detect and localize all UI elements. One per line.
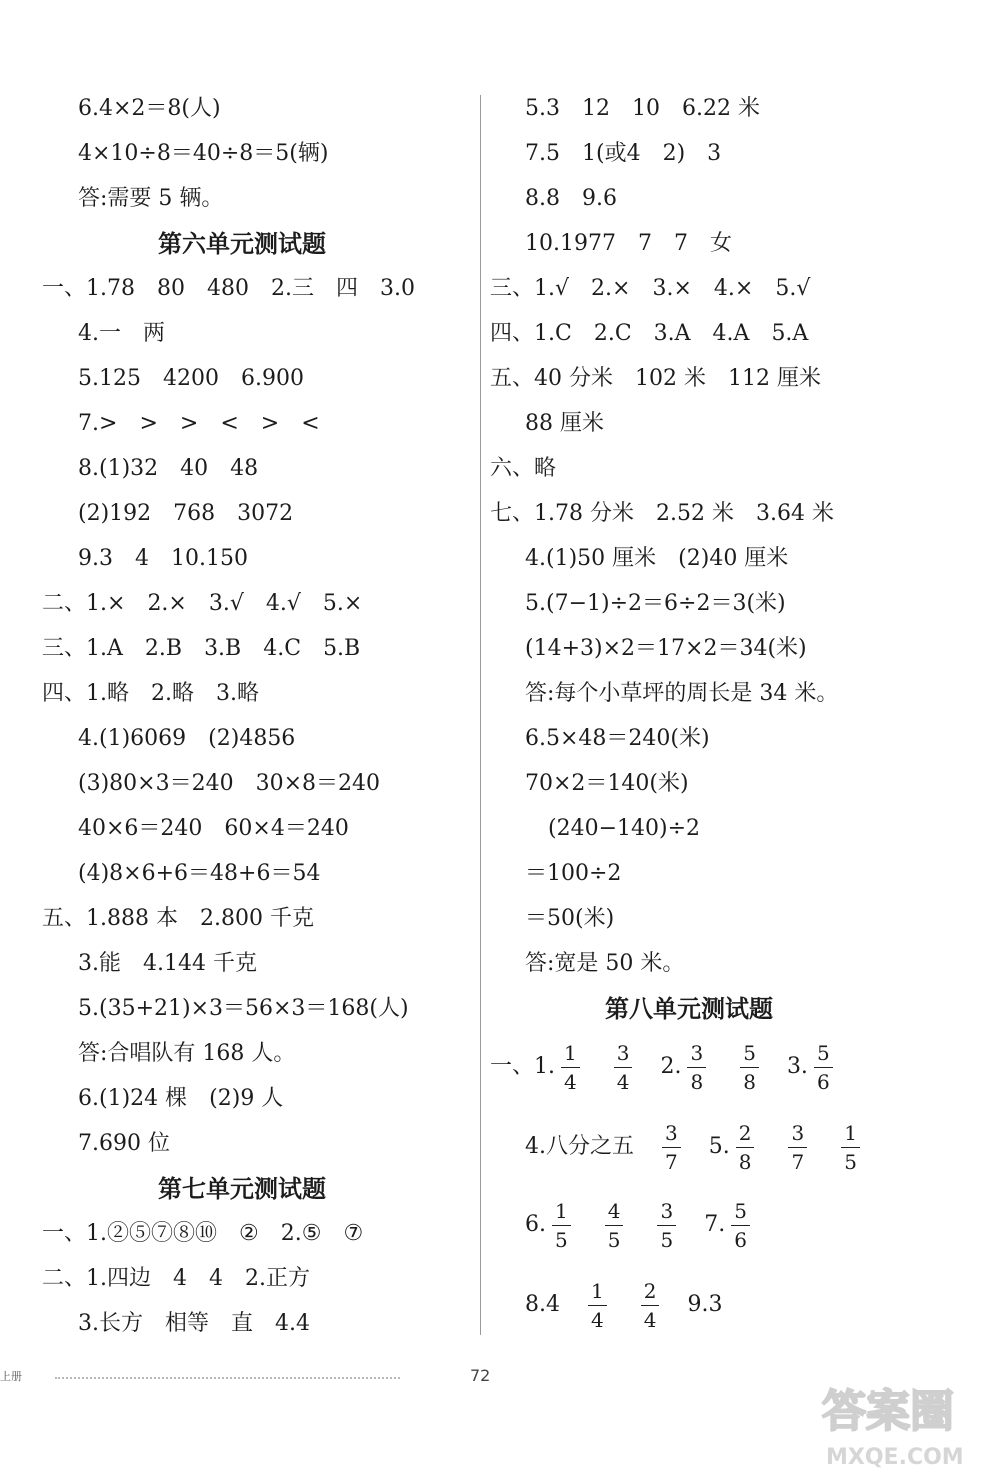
fraction-part: 5 xyxy=(555,1227,568,1252)
fraction-part: 6 xyxy=(816,1069,830,1094)
footer-dotted-rule xyxy=(55,1377,400,1379)
answer-text: 6.4×2＝8(人) xyxy=(78,96,221,121)
answer-line xyxy=(78,1129,170,1159)
answer-text: 30×8＝240 xyxy=(255,771,381,796)
answer-line xyxy=(42,274,415,304)
answer-text: 4.(1)50 厘米 xyxy=(525,546,657,571)
answer-text: 答:宽是 50 米。 xyxy=(525,951,685,976)
answer-text: 3 xyxy=(707,141,722,166)
answer-text: 七、1.78 分米 xyxy=(490,501,634,526)
answer-text: 4.× xyxy=(713,276,754,301)
answer-text: ⑦ xyxy=(343,1221,364,1246)
answer-text: 5.3 xyxy=(525,96,560,121)
answer-text: 2.正方 xyxy=(245,1266,310,1291)
fraction-part: 5 xyxy=(734,1198,747,1223)
answer-text: 7 xyxy=(673,231,688,256)
answer-text: 5.(35+21)×3＝56×3＝168(人) xyxy=(78,996,409,1021)
answer-text: 3.B xyxy=(204,636,242,661)
fraction xyxy=(605,1200,624,1251)
fraction xyxy=(731,1200,750,1251)
fraction-part: 5 xyxy=(660,1227,674,1252)
answer-line xyxy=(78,544,248,574)
answer-text: 3.A xyxy=(653,321,691,346)
answer-line xyxy=(42,904,314,934)
fraction-part: 4 xyxy=(607,1198,621,1223)
answer-line xyxy=(42,589,362,619)
answer-text: ② xyxy=(239,1221,259,1246)
answer-text: 答:合唱队有 168 人。 xyxy=(78,1041,296,1066)
fraction-part: 7 xyxy=(665,1149,678,1174)
answer-text: 3.√ xyxy=(208,591,244,616)
answer-text: 4 xyxy=(135,546,149,571)
fraction xyxy=(687,1042,706,1093)
answer-text: ＝50(米) xyxy=(525,906,615,931)
answer-text: 三、1.√ xyxy=(490,276,570,301)
fraction-part: 3 xyxy=(660,1198,674,1223)
answer-line xyxy=(525,544,788,574)
answer-line xyxy=(78,454,258,484)
answer-text: 480 xyxy=(207,276,249,301)
answer-text: 7 xyxy=(637,231,652,256)
answer-text: 4 xyxy=(209,1266,223,1291)
answer-text: 女 xyxy=(709,231,732,256)
answer-line xyxy=(78,949,257,979)
answer-text: 5.A xyxy=(771,321,809,346)
fraction-part: 4 xyxy=(643,1307,657,1332)
answer-text: 2.× xyxy=(591,276,631,301)
answer-line xyxy=(525,859,621,889)
answer-text: 直 xyxy=(231,1311,254,1336)
answer-line xyxy=(42,1219,363,1249)
answer-text: 3.能 xyxy=(78,951,121,976)
answer-text: 3.0 xyxy=(380,276,416,301)
answer-text: 4.√ xyxy=(265,591,301,616)
answer-text: 一、1.78 xyxy=(42,276,135,301)
answer-text: 4.4 xyxy=(275,1311,311,1336)
answer-text: 12 xyxy=(582,96,610,121)
answer-line xyxy=(548,814,700,844)
answer-line xyxy=(525,184,617,214)
answer-line xyxy=(42,679,259,709)
answer-text: 6. xyxy=(525,1212,546,1237)
fraction-part: 8 xyxy=(738,1149,752,1174)
answer-text: 6.(1)24 棵 xyxy=(78,1086,188,1111)
fraction xyxy=(614,1042,633,1093)
answer-text: 9.6 xyxy=(582,186,617,211)
fraction xyxy=(641,1280,660,1331)
answer-line xyxy=(490,454,556,484)
answer-text: 5.(7−1)÷2＝6÷2＝3(米) xyxy=(525,591,786,616)
fraction-part: 8 xyxy=(743,1069,756,1094)
answer-line xyxy=(78,94,221,124)
answer-line xyxy=(78,769,380,799)
answer-text: (3)80×3＝240 xyxy=(78,771,234,796)
answer-text: 3.略 xyxy=(216,681,259,706)
answer-line xyxy=(78,994,409,1024)
answer-text: 两 xyxy=(143,321,166,346)
answer-text: 9.3 xyxy=(78,546,113,571)
answer-line xyxy=(525,949,684,979)
answer-text: 8.4 xyxy=(525,1292,560,1317)
answer-line xyxy=(78,499,293,529)
answer-text: (2)192 xyxy=(78,501,152,526)
answer-line-fractions xyxy=(525,1196,756,1254)
answer-line xyxy=(525,634,807,664)
fraction xyxy=(561,1042,580,1093)
answer-line xyxy=(78,319,165,349)
answer-text: 70×2＝140(米) xyxy=(525,771,689,796)
fraction xyxy=(662,1122,681,1173)
answer-line xyxy=(78,139,328,169)
answer-line xyxy=(78,724,295,754)
answer-line xyxy=(42,1264,310,1294)
fraction-part: 2 xyxy=(643,1278,657,1303)
answer-line xyxy=(525,904,614,934)
answer-text: 7.5 xyxy=(525,141,560,166)
watermark-logo xyxy=(818,1380,998,1472)
answer-text: 5. xyxy=(708,1134,730,1159)
section-heading-unit8: 第八单元测试题 xyxy=(605,995,773,1023)
answer-text: 5.B xyxy=(323,636,361,661)
answer-line xyxy=(525,679,838,709)
fraction-part: 3 xyxy=(690,1040,704,1065)
answer-text: 80 xyxy=(157,276,185,301)
answer-text: 10.150 xyxy=(171,546,248,571)
answer-text: > xyxy=(260,411,280,436)
answer-text: 4.(1)6069 xyxy=(78,726,187,751)
answer-text: ＝100÷2 xyxy=(525,861,622,886)
fraction-part: 4 xyxy=(564,1069,577,1094)
answer-text: 6.22 米 xyxy=(682,96,760,121)
answer-line xyxy=(490,364,821,394)
answer-text: 2.B xyxy=(144,636,183,661)
answer-text: 8.8 xyxy=(525,186,560,211)
answer-line xyxy=(78,409,320,439)
answer-text: 3.长方 xyxy=(78,1311,143,1336)
page-number: 72 xyxy=(470,1366,491,1385)
fraction-part: 3 xyxy=(791,1120,805,1145)
answer-text: 6.5×48＝240(米) xyxy=(525,726,710,751)
answer-line xyxy=(525,589,786,619)
answer-text: 2. xyxy=(660,1054,682,1079)
answer-text: 768 xyxy=(173,501,216,526)
svg-text:MXQE.COM: MXQE.COM xyxy=(826,1445,964,1470)
answer-text: 48 xyxy=(230,456,259,481)
answer-text: 四、1.C xyxy=(490,321,572,346)
answer-line-fractions xyxy=(525,1276,722,1334)
answer-text: (2)40 厘米 xyxy=(678,546,789,571)
fraction xyxy=(841,1122,860,1173)
fraction xyxy=(740,1042,759,1093)
answer-text: 2.C xyxy=(593,321,632,346)
answer-text: 40×6＝240 xyxy=(78,816,203,841)
fraction-part: 3 xyxy=(616,1040,630,1065)
answer-text: 10 xyxy=(632,96,660,121)
section-heading-unit6: 第六单元测试题 xyxy=(158,230,326,258)
fraction xyxy=(657,1200,676,1251)
answer-line xyxy=(78,1039,295,1069)
answer-text: 4.A xyxy=(712,321,750,346)
fraction-part: 2 xyxy=(738,1120,752,1145)
answer-line xyxy=(490,499,834,529)
answer-text: (240−140)÷2 xyxy=(548,816,701,841)
answer-text: 112 厘米 xyxy=(728,366,821,391)
fraction-part: 5 xyxy=(816,1040,830,1065)
answer-line xyxy=(78,1084,283,1114)
answer-line xyxy=(525,409,604,439)
answer-text: 7.> xyxy=(78,411,118,436)
answer-text: 4.144 千克 xyxy=(143,951,257,976)
answer-line xyxy=(525,724,710,754)
fraction-part: 1 xyxy=(564,1040,577,1065)
answer-text: (2)4856 xyxy=(208,726,296,751)
answer-text: 102 米 xyxy=(635,366,706,391)
fraction xyxy=(588,1280,607,1331)
answer-text: 2.× xyxy=(147,591,187,616)
answer-text: 2.800 千克 xyxy=(199,906,314,931)
fraction-part: 4 xyxy=(591,1307,604,1332)
answer-text: 3072 xyxy=(237,501,294,526)
answer-text: 10.1977 xyxy=(525,231,616,256)
answer-text: 2.三 xyxy=(271,276,314,301)
fraction xyxy=(814,1042,833,1093)
answer-text: 5.125 xyxy=(78,366,141,391)
answer-line-fractions xyxy=(525,1118,866,1176)
answer-line xyxy=(42,634,360,664)
answer-text: 3.× xyxy=(652,276,692,301)
answer-text: 一、1.②⑤⑦⑧⑩ xyxy=(42,1221,217,1246)
fraction xyxy=(552,1200,571,1251)
fraction-part: 5 xyxy=(607,1227,621,1252)
answer-line xyxy=(78,859,320,889)
answer-text: 2.⑤ xyxy=(280,1221,322,1246)
answer-text: 7.690 位 xyxy=(78,1131,170,1156)
fraction-part: 8 xyxy=(690,1069,704,1094)
answer-text: (14+3)×2＝17×2＝34(米) xyxy=(525,636,807,661)
answer-text: > xyxy=(179,411,199,436)
answer-line xyxy=(525,139,721,169)
answer-text: 4.八分之五 xyxy=(525,1134,634,1159)
fraction-part: 1 xyxy=(844,1120,857,1145)
answer-line xyxy=(525,94,760,124)
answer-text: 4.一 xyxy=(78,321,121,346)
fraction-part: 3 xyxy=(665,1120,678,1145)
answer-text: 答:每个小草坪的周长是 34 米。 xyxy=(525,681,839,706)
answer-line xyxy=(525,229,732,259)
answer-text: 五、1.888 本 xyxy=(42,906,178,931)
answer-line xyxy=(525,769,689,799)
answer-text: 四 xyxy=(336,276,359,301)
answer-line xyxy=(78,1309,310,1339)
fraction xyxy=(788,1122,807,1173)
fraction-part: 5 xyxy=(743,1040,756,1065)
answer-text: 三、1.A xyxy=(42,636,123,661)
answer-text: 5.√ xyxy=(775,276,811,301)
answer-line xyxy=(78,814,349,844)
answer-text: 1(或4 xyxy=(582,141,641,166)
footer-book-label: 上册 xyxy=(0,1370,22,1383)
answer-text: 二、1.四边 xyxy=(42,1266,151,1291)
answer-text: 40 xyxy=(180,456,209,481)
answer-text: 9.3 xyxy=(687,1292,723,1317)
answer-line-fractions xyxy=(490,1038,839,1096)
fraction-part: 1 xyxy=(591,1278,604,1303)
answer-text: < xyxy=(301,411,320,436)
answer-line xyxy=(490,319,808,349)
answer-text: 4×10÷8＝40÷8＝5(辆) xyxy=(78,141,329,166)
answer-text: 3.64 米 xyxy=(755,501,834,526)
answer-text: 答:需要 5 辆。 xyxy=(78,186,224,211)
fraction-part: 5 xyxy=(844,1149,857,1174)
answer-text: 5.× xyxy=(322,591,363,616)
answer-text: 2.52 米 xyxy=(655,501,734,526)
answer-line xyxy=(78,184,223,214)
answer-text: 6.900 xyxy=(240,366,304,391)
answer-text: 4.C xyxy=(263,636,302,661)
fraction-part: 4 xyxy=(616,1069,630,1094)
svg-text:答案圈: 答案圈 xyxy=(822,1386,954,1437)
fraction-part: 6 xyxy=(734,1227,747,1252)
answer-text: 3. xyxy=(786,1054,808,1079)
answer-line xyxy=(78,364,304,394)
answer-text: (2)9 人 xyxy=(209,1086,284,1111)
answer-text: 7. xyxy=(704,1212,726,1237)
answer-text: 8.(1)32 xyxy=(78,456,159,481)
section-heading-unit7: 第七单元测试题 xyxy=(158,1175,326,1203)
answer-text: 4200 xyxy=(162,366,219,391)
answer-text: 2) xyxy=(662,141,686,166)
answer-text: 二、1.× xyxy=(42,591,126,616)
answer-text: 88 厘米 xyxy=(525,411,604,436)
answer-text: 四、1.略 xyxy=(42,681,129,706)
answer-text: 4 xyxy=(173,1266,187,1291)
fraction-part: 1 xyxy=(555,1198,568,1223)
answer-text: 相等 xyxy=(165,1311,210,1336)
answer-line xyxy=(490,274,810,304)
answer-text: 2.略 xyxy=(151,681,194,706)
answer-text: 六、略 xyxy=(490,456,557,481)
fraction xyxy=(736,1122,755,1173)
answer-text: 一、1. xyxy=(490,1054,555,1079)
answer-text: > xyxy=(139,411,158,436)
answer-text: 五、40 分米 xyxy=(490,366,613,391)
column-divider xyxy=(480,95,481,1335)
answer-text: (4)8×6+6＝48+6＝54 xyxy=(78,861,321,886)
fraction-part: 7 xyxy=(791,1149,805,1174)
answer-text: 60×4＝240 xyxy=(224,816,349,841)
answer-text: < xyxy=(220,411,239,436)
